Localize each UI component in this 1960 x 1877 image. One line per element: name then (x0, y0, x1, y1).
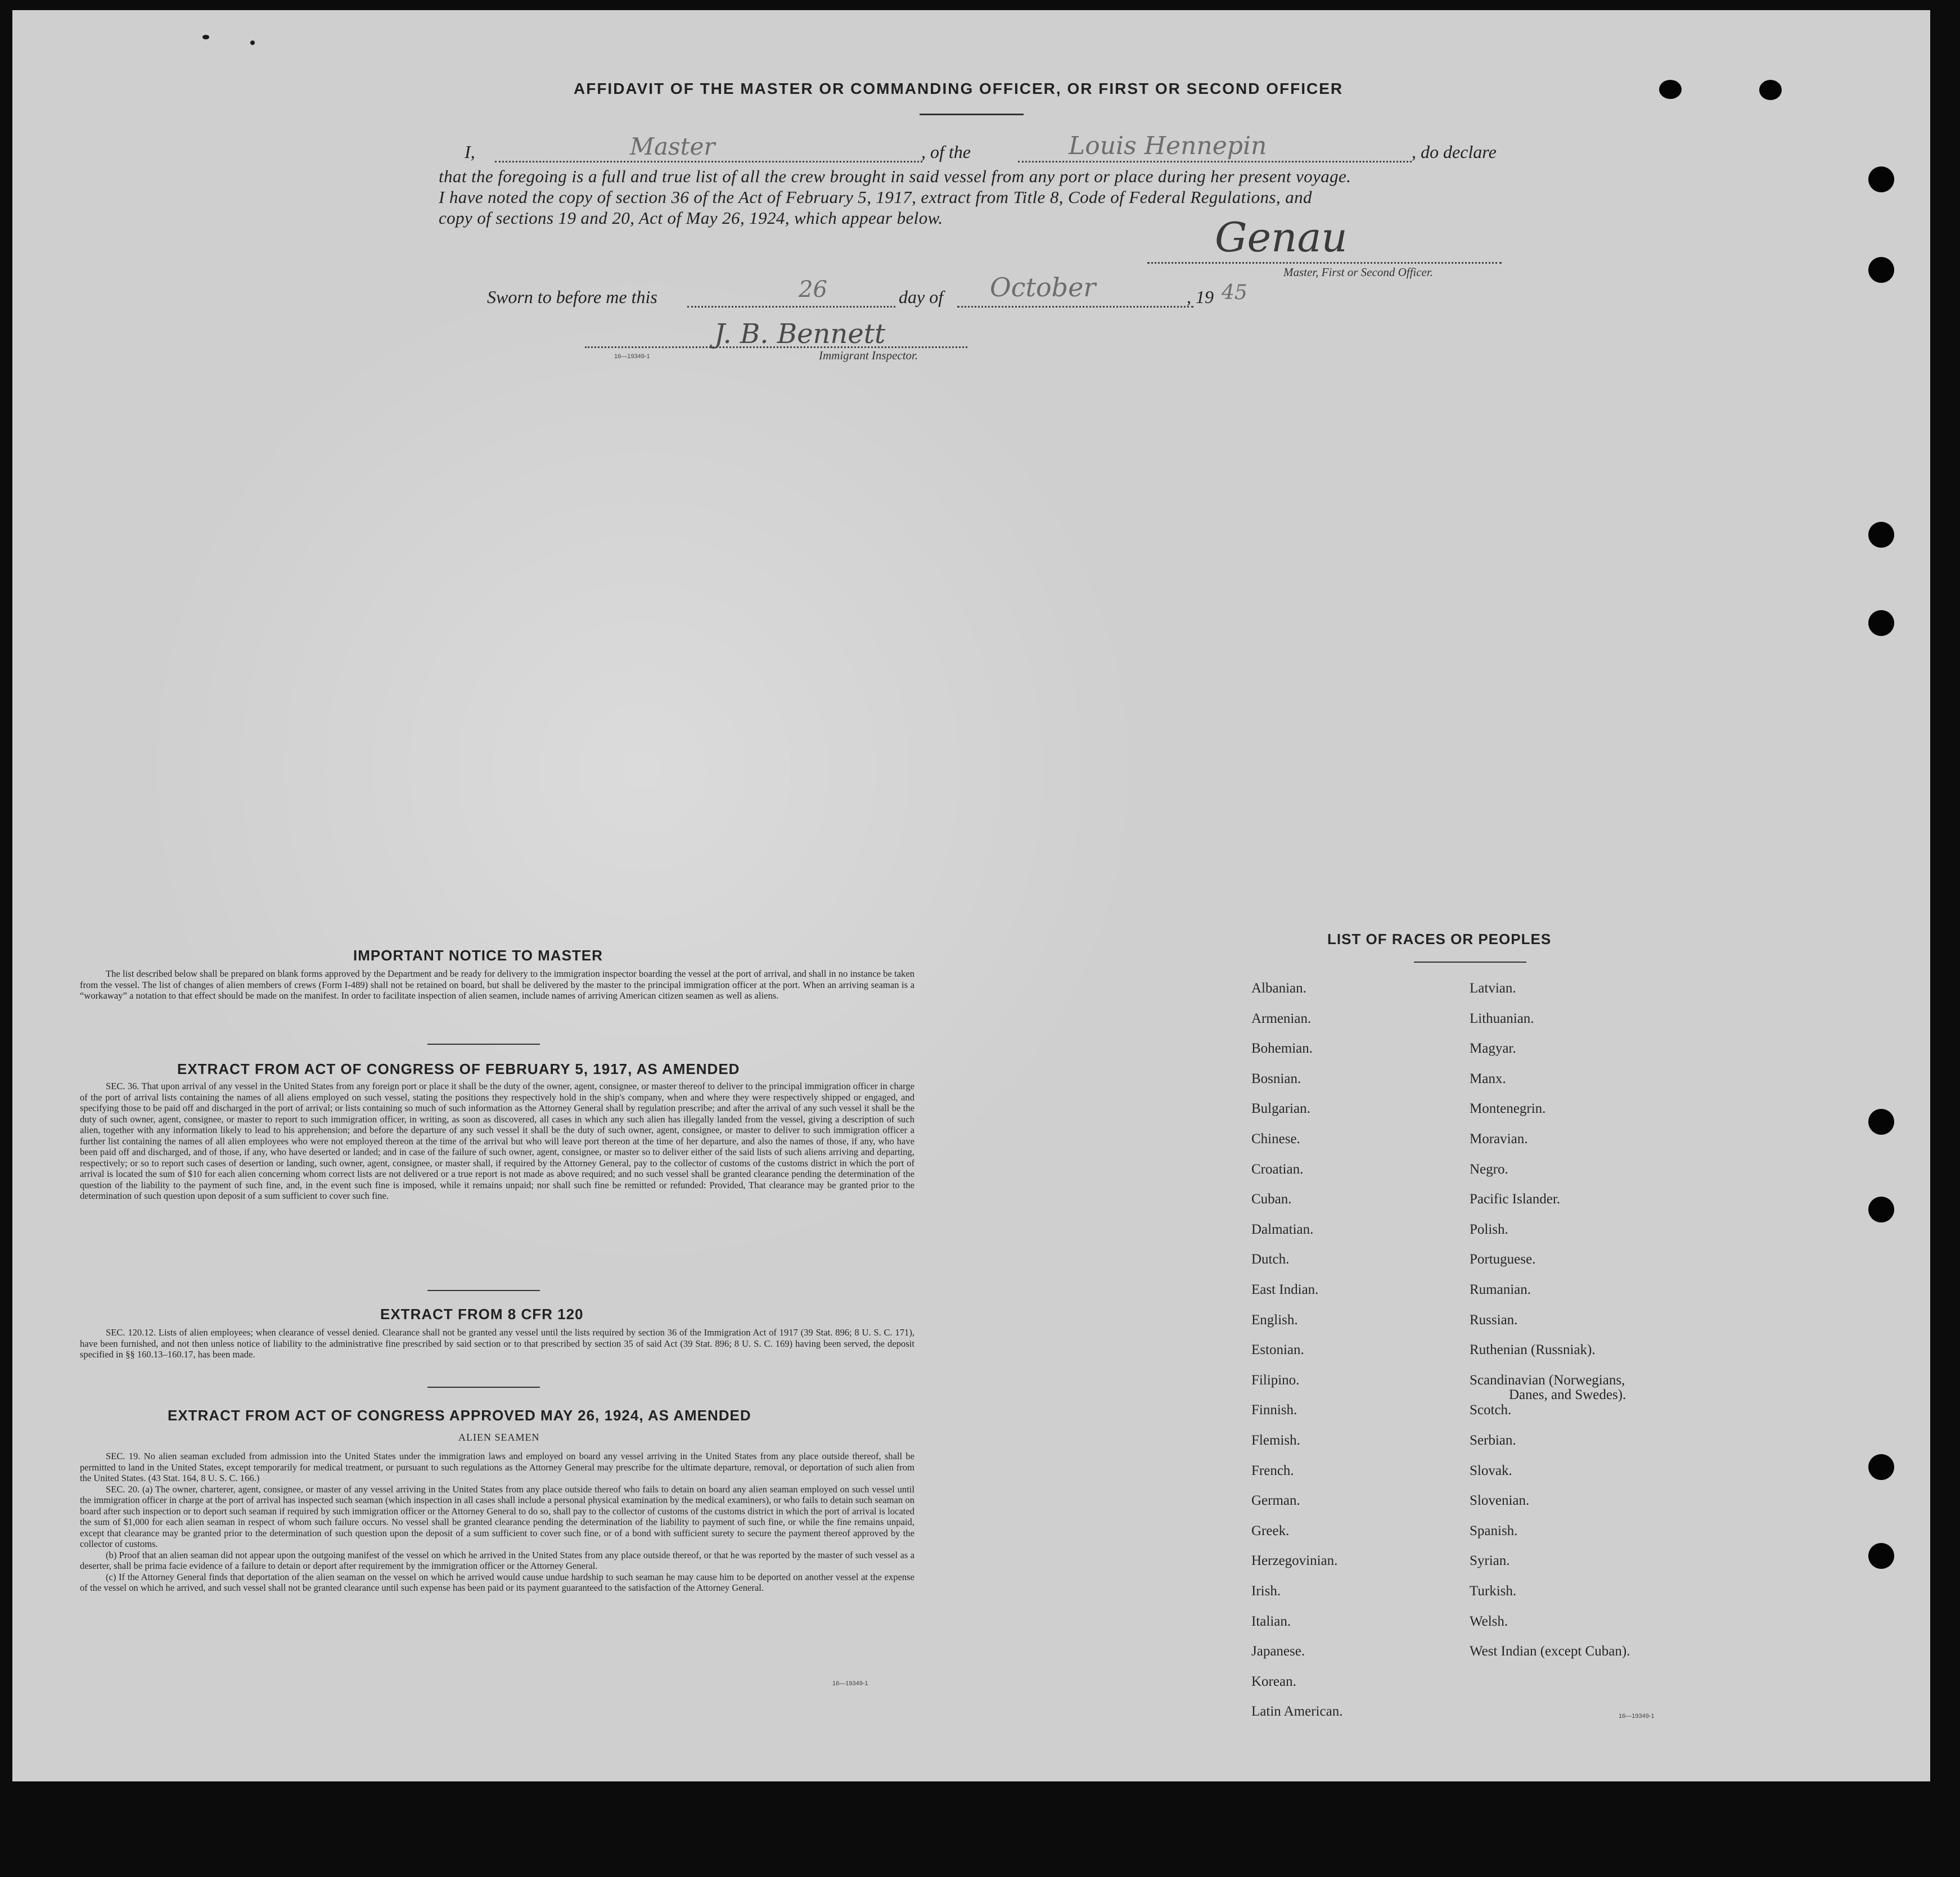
race-item: Pacific Islander. (1470, 1192, 1561, 1207)
sworn-day-handwriting: 26 (799, 277, 827, 303)
race-item: Estonian. (1251, 1342, 1304, 1358)
section-divider (427, 1387, 540, 1388)
race-item: Lithuanian. (1470, 1010, 1534, 1026)
sworn-month-handwriting: October (990, 272, 1096, 303)
race-item: Italian. (1251, 1613, 1291, 1629)
race-item: East Indian. (1251, 1282, 1319, 1297)
inspector-signature: J. B. Bennett (714, 318, 886, 350)
do-declare-label: , do declare (1412, 142, 1497, 162)
race-item: Welsh. (1470, 1613, 1508, 1629)
binder-hole (1868, 257, 1894, 283)
speck-mark (250, 40, 255, 45)
affidavit-text-line-3: copy of sections 19 and 20, Act of May 26, 1924, which appear below. (439, 208, 943, 228)
race-item: Turkish. (1470, 1583, 1517, 1599)
race-item: Cuban. (1251, 1192, 1292, 1207)
affidavit-text-line-1: that the foregoing is a full and true list of all the crew brought in said vessel from any port or place during her present voyage. (439, 166, 1351, 186)
binder-hole (1868, 1109, 1894, 1135)
races-title-underline (1414, 962, 1526, 963)
race-item: Negro. (1470, 1161, 1508, 1177)
extract-1924-paragraph (80, 1451, 914, 1594)
race-item: French. (1251, 1463, 1294, 1478)
of-the-label: , of the (921, 142, 971, 162)
title-underline (920, 114, 1024, 115)
race-item: Herzegovinian. (1251, 1553, 1338, 1569)
extract-1917-paragraph (80, 1081, 914, 1202)
i-value-handwriting: Master (630, 133, 715, 160)
sec20a-text: SEC. 20. (a) The owner, charterer, agent, consignee, or master of any vessel arriving in the United States from any place outside thereof who fails to detain on board any alien seaman employed on such vessel until the immigration officer in charge at the port of arrival has inspected such seaman (which inspection in all cases shall include a personal physical examination by the medical examiners), or who fails to detain such seaman on board after such inspection or to deport such seaman if required by such immigration officer or the Attorney General to do so, shall pay to the collector of customs of the customs district in which the port of arrival is located the sum of $1,000 for each alien seaman in respect of whom such failure occurs. No vessel shall be granted clearance pending the determination of the liability to payment of such fine, or while the fine remains unpaid, except that clearance may be granted prior to the determination of such question upon the deposit of a sum sufficient to cover such fine, or of a bond with sufficient surety to secure the payment thereof approved by the collector of customs. (80, 1483, 914, 1549)
form-number-top: 16—19349-1 (614, 353, 650, 360)
sworn-label: Sworn to before me this (487, 287, 657, 307)
races-title: LIST OF RACES OR PEOPLES (1327, 931, 1552, 947)
race-item: Montenegrin. (1470, 1101, 1546, 1117)
year-handwriting: 45 (1222, 281, 1247, 304)
form-number-bottom-left: 16—19349-1 (832, 1680, 868, 1687)
race-item: Serbian. (1470, 1433, 1516, 1448)
affidavit-title: AFFIDAVIT OF THE MASTER OR COMMANDING OFFICER, OR FIRST OR SECOND OFFICER (574, 80, 1344, 97)
extract-cfr-text: SEC. 120.12. Lists of alien employees; when clearance of vessel denied. Clearance shall not be granted any vessel until the lists required by section 36 of the Immigration Act of 1917 (39 Stat. 896; 8 U. S. C. 171), have been furnished, and not then unless notice of liability to the administrative fine prescribed by said section or to that prescribed by section 35 of said Act (39 Stat. 896; 8 U. S. C. 169) having been served, the deposit specified in §§ 160.13–160.17, has been made. (80, 1327, 914, 1360)
sworn-month-line (957, 306, 1193, 308)
race-item: Dutch. (1251, 1252, 1290, 1267)
extract-cfr-paragraph (80, 1327, 914, 1360)
race-item: Bohemian. (1251, 1041, 1313, 1057)
section-divider (427, 1044, 540, 1045)
officer-signature-line (1147, 262, 1502, 264)
race-item: Polish. (1470, 1221, 1508, 1237)
race-item: Filipino. (1251, 1372, 1300, 1388)
binder-hole (1868, 166, 1894, 192)
race-item: Bosnian. (1251, 1071, 1301, 1086)
notice-title: IMPORTANT NOTICE TO MASTER (353, 947, 603, 964)
sec20b-text: (b) Proof that an alien seaman did not appear upon the outgoing manifest of the vessel on which he arrived in the United States from any place outside thereof, or that he was reported by the master of such vessel as a deserter, shall be prima facie evidence of a failure to detain or deport after requirement by the immigration officer or the Attorney General. (80, 1549, 914, 1571)
race-item: Portuguese. (1470, 1252, 1536, 1267)
binder-hole (1659, 80, 1682, 99)
race-item: Latin American. (1251, 1704, 1343, 1720)
race-item: Flemish. (1251, 1433, 1300, 1448)
race-item: Korean. (1251, 1673, 1296, 1689)
race-item: Finnish. (1251, 1402, 1297, 1418)
race-item: Moravian. (1470, 1131, 1528, 1147)
race-item: Manx. (1470, 1071, 1506, 1086)
inspector-caption: Immigrant Inspector. (819, 349, 918, 362)
notice-text: The list described below shall be prepared on blank forms approved by the Department and be ready for delivery to the immigration inspector boarding the vessel at the port of arrival, and shall in no instance be taken from the vessel. The list of changes of alien members of crews (Form I-489) shall not be retained on board, but shall be delivered by the master to the principal immigration officer at the port. When an arriving seaman is a “workaway” a notation to that effect should be made on the manifest. In order to facilitate inspection of alien seamen, include names of arriving American citizen seamen as well as aliens. (80, 968, 914, 1001)
race-item: Rumanian. (1470, 1282, 1531, 1297)
race-item: Dalmatian. (1251, 1221, 1314, 1237)
sec19-text: SEC. 19. No alien seaman excluded from admission into the United States under the immigration laws and employed on board any vessel arriving in the United States from any place outside thereof, shall be permitted to land in the United States, except temporarily for medical treatment, or pursuant to such regulations as the Attorney General may prescribe for the ultimate departure, removal, or deportation of such alien from the United States. (43 Stat. 164, 8 U. S. C. 166.) (80, 1451, 914, 1483)
race-item: English. (1251, 1312, 1298, 1328)
race-item: Albanian. (1251, 981, 1306, 996)
notice-paragraph (80, 968, 914, 1001)
race-item: Slovak. (1470, 1463, 1512, 1478)
binder-hole (1868, 1543, 1894, 1569)
form-number-bottom-right: 16—19349-1 (1619, 1713, 1655, 1720)
race-item: Scandinavian (Norwegians, (1470, 1372, 1625, 1388)
binder-hole (1759, 80, 1782, 100)
binder-hole (1868, 610, 1894, 636)
i-blank-line (495, 161, 922, 163)
binder-hole (1868, 1197, 1894, 1222)
vessel-blank-line (1018, 161, 1412, 163)
race-item: Latvian. (1470, 981, 1516, 996)
extract-1917-text: SEC. 36. That upon arrival of any vessel in the United States from any foreign port or place it shall be the duty of the owner, agent, consignee, or master thereof to deliver to the principal immigration officer in charge of the port of arrival lists containing the names of all aliens employed on such vessel, stating the positions they respectively hold in the ship's company, when and where they were respectively shipped or engaged, and specifying those to be paid off and discharged in the port of arrival; or lists containing so much of such information as the Attorney General shall by regulation prescribe; and after the arrival of any such vessel it shall be the duty of such owner, agent, consignee, or master to report to such immigration officer, in writing, as soon as discovered, all cases in which any such alien has illegally landed from the vessel, giving a description of such alien, together with any information likely to lead to his apprehension; and before the departure of any such vessel it shall be the duty of such owner, agent, consignee, or master to deliver to such immigration officer a further list containing the names of all alien employees who were not employed thereon at the time of the arrival but who will leave port thereon at the time of her departure, and also the names of those, if any, who have been paid off and discharged, and of those, if any, who have deserted or landed; and in case of the failure of such owner, agent, consignee, or master so to deliver either of the said lists of such aliens arriving and departing, respectively; or so to report such cases of desertion or landing, such owner, agent, consignee, or master shall, if required by the Attorney General, pay to the collector of customs of the customs district in which the port of arrival is located the sum of $10 for each alien concerning whom correct lists are not delivered or a true report is not made as above required; and no such vessel shall be granted clearance pending the determination of the question of the liability to the payment of such fine, and, in the event such fine is imposed, while it remains unpaid; nor shall such fine be remitted or refunded: Provided, That clearance may be granted prior to the determination of such question upon deposit of a sum sufficient to cover such fine. (80, 1081, 914, 1201)
race-item: Syrian. (1470, 1553, 1510, 1569)
race-item: Magyar. (1470, 1041, 1516, 1057)
sworn-day-line (687, 306, 895, 308)
race-item: West Indian (except Cuban). (1470, 1644, 1630, 1659)
race-item: Croatian. (1251, 1161, 1304, 1177)
officer-caption: Master, First or Second Officer. (1283, 265, 1433, 279)
binder-hole (1868, 522, 1894, 548)
race-item: Russian. (1470, 1312, 1518, 1328)
day-of-label: day of (899, 287, 944, 307)
inspector-signature-line (585, 346, 967, 348)
race-item: Spanish. (1470, 1523, 1518, 1538)
i-label: I, (465, 142, 475, 162)
vessel-name-handwriting: Louis Hennepin (1069, 132, 1267, 160)
race-item: Irish. (1251, 1583, 1281, 1599)
extract-cfr-title: EXTRACT FROM 8 CFR 120 (380, 1306, 584, 1323)
race-item: Danes, and Swedes). (1509, 1387, 1626, 1402)
affidavit-text-line-2: I have noted the copy of section 36 of the Act of February 5, 1917, extract from Title 8, Code of Federal Regulations, and (439, 187, 1312, 207)
race-item: Scotch. (1470, 1402, 1512, 1418)
race-item: Bulgarian. (1251, 1101, 1310, 1117)
extract-1924-title: EXTRACT FROM ACT OF CONGRESS APPROVED MAY 26, 1924, AS AMENDED (168, 1407, 751, 1424)
race-item: Japanese. (1251, 1644, 1305, 1659)
alien-seamen-subtitle: ALIEN SEAMEN (458, 1432, 540, 1443)
speck-mark (202, 35, 209, 39)
race-item: Chinese. (1251, 1131, 1300, 1147)
race-item: German. (1251, 1493, 1300, 1509)
officer-signature: Genau (1215, 214, 1348, 261)
binder-hole (1868, 1454, 1894, 1480)
year-prefix-label: , 19 (1187, 287, 1214, 307)
race-item: Slovenian. (1470, 1493, 1530, 1509)
race-item: Ruthenian (Russniak). (1470, 1342, 1596, 1358)
extract-1917-title: EXTRACT FROM ACT OF CONGRESS OF FEBRUARY 5, 1917, AS AMENDED (177, 1061, 740, 1077)
sec20c-text: (c) If the Attorney General finds that deportation of the alien seaman on the vessel on which he arrived would cause undue hardship to such seaman he may cause him to be deported on another vessel at the expense of the vessel on which he arrived, and such vessel shall not be granted clearance until such expense has been paid or its payment guaranteed to the satisfaction of the Attorney General. (80, 1571, 914, 1593)
section-divider (427, 1290, 540, 1291)
race-item: Armenian. (1251, 1010, 1312, 1026)
race-item: Greek. (1251, 1523, 1290, 1538)
